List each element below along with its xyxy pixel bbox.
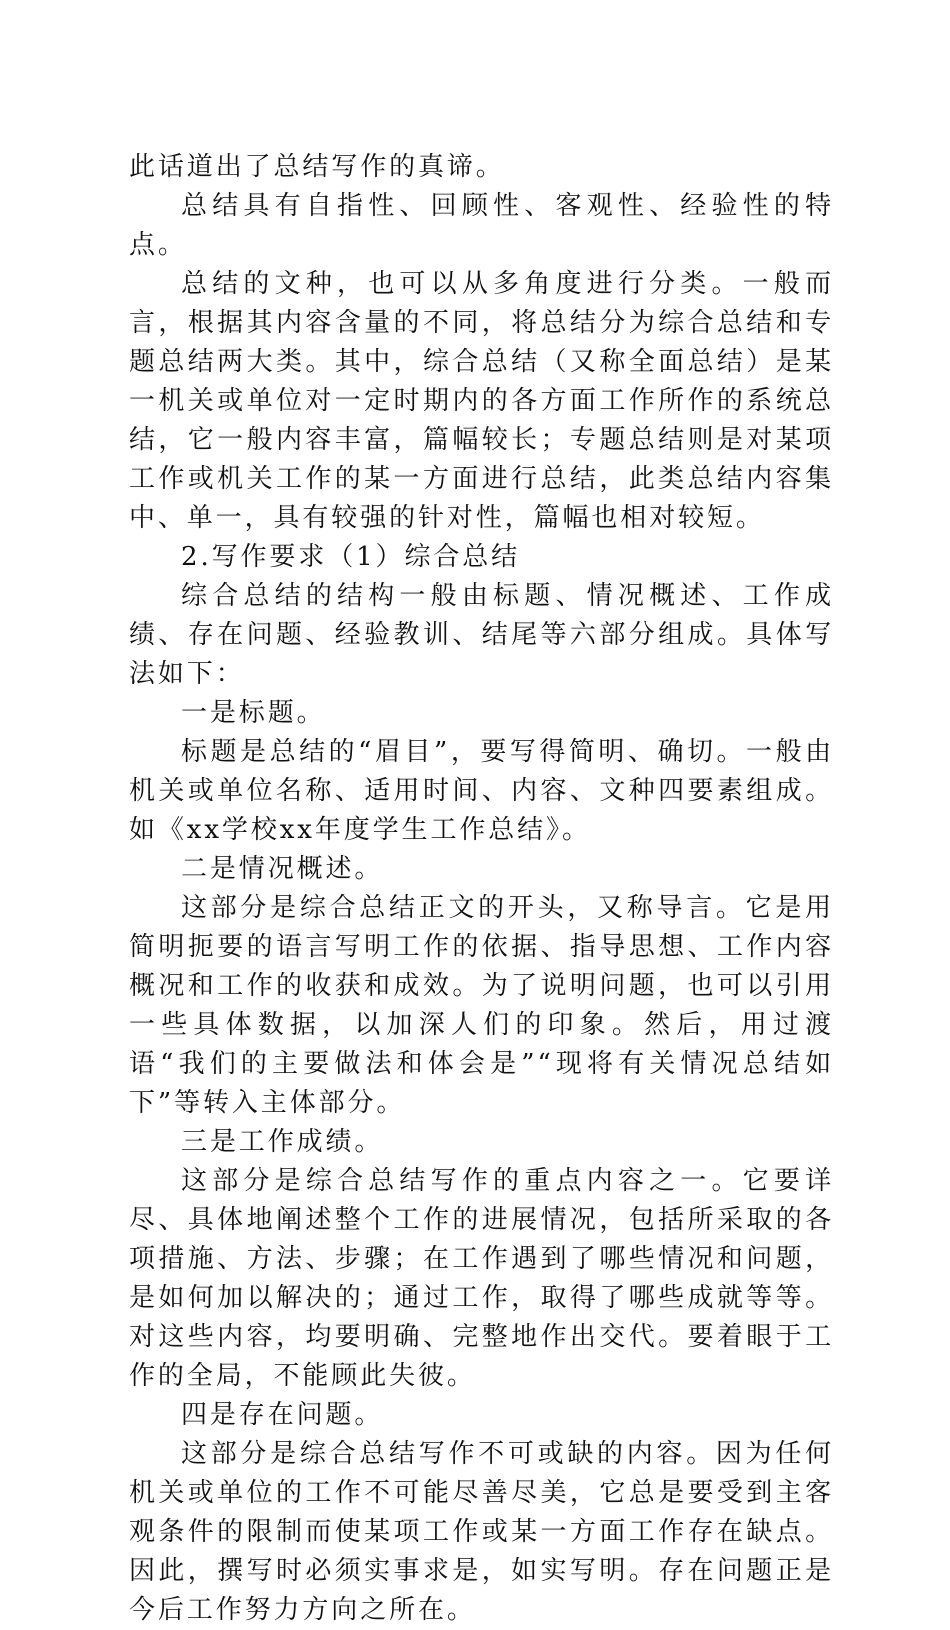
subheading-title: 一是标题。: [181, 698, 326, 728]
paragraph-4: 综合总结的结构一般由标题、情况概述、工作成绩、存在问题、经验教训、结尾等六部分组成。具体写法如下：: [129, 581, 834, 689]
paragraph-3: 总结的文种，也可以从多角度进行分类。一般而言，根据其内容含量的不同，将总结分为综合总结和专题总结两大类。其中，综合总结（又称全面总结）是某一机关或单位对一定时期内的各方面工作所作的系统总结，它一般内容丰富，篇幅较长；专题总结则是对某项工作或机关工作的某一方面进行总结，此类总结内容集中、单一，具有较强的针对性，篇幅也相对较短。: [129, 269, 834, 533]
document-body: [129, 148, 834, 1630]
section-heading: 2.写作要求（1）综合总结: [181, 542, 521, 572]
subheading-problems: 四是存在问题。: [181, 1400, 384, 1430]
paragraph-7: 这部分是综合总结写作的重点内容之一。它要详尽、具体地阐述整个工作的进展情况，包括所采取的各项措施、方法、步骤；在工作遇到了哪些情况和问题，是如何加以解决的；通过工作，取得了哪些成就等等。对这些内容，均要明确、完整地作出交代。要着眼于工作的全局，不能顾此失彼。: [129, 1166, 834, 1391]
subheading-achievements: 三是工作成绩。: [181, 1127, 384, 1157]
paragraph-5: 标题是总结的“眉目”，要写得简明、确切。一般由机关或单位名称、适用时间、内容、文种四要素组成。如《xx学校xx年度学生工作总结》。: [129, 737, 834, 845]
paragraph-8: 这部分是综合总结写作不可或缺的内容。因为任何机关或单位的工作不可能尽善尽美，它总是要受到主客观条件的限制而使某项工作或某一方面工作存在缺点。因此，撰写时必须实事求是，如实写明。存在问题正是今后工作努力方向之所在。: [129, 1439, 834, 1625]
paragraph-1: 此话道出了总结写作的真谛。: [129, 152, 505, 182]
paragraph-2: 总结具有自指性、回顾性、客观性、经验性的特点。: [129, 191, 834, 260]
paragraph-6: 这部分是综合总结正文的开头，又称导言。它是用简明扼要的语言写明工作的依据、指导思想、工作内容概况和工作的收获和成效。为了说明问题，也可以引用一些具体数据，以加深人们的印象。然后，用过渡语“我们的主要做法和体会是”“现将有关情况总结如下”等转入主体部分。: [129, 893, 834, 1118]
subheading-overview: 二是情况概述。: [181, 854, 384, 884]
